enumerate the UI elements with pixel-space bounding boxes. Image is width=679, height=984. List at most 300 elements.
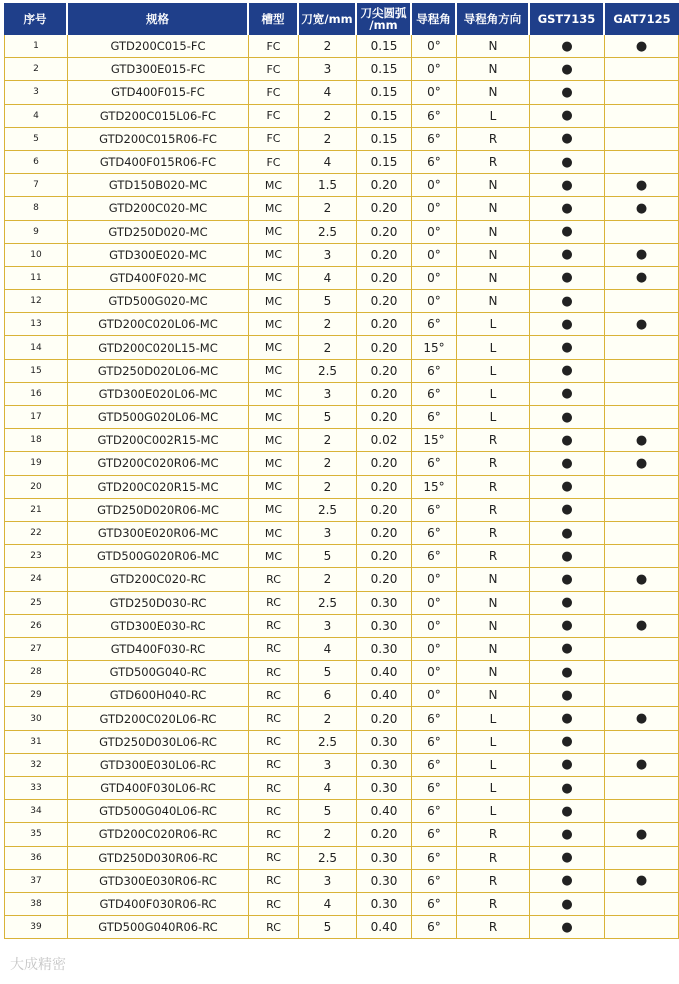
cell-gst7135: ● bbox=[530, 731, 605, 754]
table-row bbox=[4, 128, 679, 151]
cell-gat7125 bbox=[605, 221, 679, 244]
cell-groove: RC bbox=[249, 638, 299, 661]
cell-lead-angle: 15° bbox=[412, 476, 457, 499]
cell-lead-angle: 6° bbox=[412, 707, 457, 730]
cell-index: 22 bbox=[4, 522, 68, 545]
table-row bbox=[4, 870, 679, 893]
cell-model: GTD300E030L06-RC bbox=[68, 754, 249, 777]
header-radius: 刀尖圆弧 /mm bbox=[357, 3, 412, 35]
cell-groove: MC bbox=[249, 452, 299, 475]
cell-model: GTD250D020R06-MC bbox=[68, 499, 249, 522]
cell-radius: 0.20 bbox=[357, 360, 412, 383]
cell-gst7135: ● bbox=[530, 105, 605, 128]
cell-index: 19 bbox=[4, 452, 68, 475]
cell-groove: RC bbox=[249, 800, 299, 823]
cell-lead-direction: N bbox=[457, 81, 530, 104]
cell-gst7135: ● bbox=[530, 916, 605, 939]
table-row bbox=[4, 221, 679, 244]
cell-gst7135: ● bbox=[530, 81, 605, 104]
cell-gat7125: ● bbox=[605, 35, 679, 58]
cell-width: 3 bbox=[299, 615, 357, 638]
cell-gat7125 bbox=[605, 406, 679, 429]
cell-width: 5 bbox=[299, 916, 357, 939]
cell-lead-angle: 0° bbox=[412, 197, 457, 220]
cell-gat7125: ● bbox=[605, 452, 679, 475]
cell-gat7125: ● bbox=[605, 568, 679, 591]
cell-radius: 0.30 bbox=[357, 777, 412, 800]
cell-gat7125 bbox=[605, 336, 679, 359]
cell-groove: RC bbox=[249, 754, 299, 777]
cell-groove: RC bbox=[249, 731, 299, 754]
table-row bbox=[4, 754, 679, 777]
cell-lead-direction: R bbox=[457, 522, 530, 545]
cell-index: 36 bbox=[4, 847, 68, 870]
table-row bbox=[4, 81, 679, 104]
table-row bbox=[4, 800, 679, 823]
cell-model: GTD200C020R06-MC bbox=[68, 452, 249, 475]
cell-groove: RC bbox=[249, 684, 299, 707]
cell-lead-angle: 0° bbox=[412, 35, 457, 58]
cell-lead-angle: 6° bbox=[412, 777, 457, 800]
cell-lead-angle: 0° bbox=[412, 290, 457, 313]
cell-groove: MC bbox=[249, 522, 299, 545]
cell-width: 4 bbox=[299, 267, 357, 290]
cell-model: GTD200C015-FC bbox=[68, 35, 249, 58]
cell-gat7125 bbox=[605, 105, 679, 128]
cell-lead-direction: L bbox=[457, 777, 530, 800]
cell-radius: 0.20 bbox=[357, 290, 412, 313]
header-gst7135: GST7135 bbox=[530, 3, 605, 35]
table-row bbox=[4, 336, 679, 359]
cell-gat7125 bbox=[605, 638, 679, 661]
cell-gst7135: ● bbox=[530, 221, 605, 244]
cell-index: 15 bbox=[4, 360, 68, 383]
cell-width: 2.5 bbox=[299, 499, 357, 522]
cell-lead-direction: R bbox=[457, 429, 530, 452]
cell-lead-angle: 6° bbox=[412, 383, 457, 406]
cell-groove: MC bbox=[249, 221, 299, 244]
cell-lead-direction: L bbox=[457, 707, 530, 730]
cell-lead-direction: L bbox=[457, 313, 530, 336]
cell-width: 5 bbox=[299, 406, 357, 429]
cell-lead-angle: 6° bbox=[412, 128, 457, 151]
cell-groove: MC bbox=[249, 360, 299, 383]
cell-width: 2 bbox=[299, 823, 357, 846]
cell-lead-direction: L bbox=[457, 336, 530, 359]
cell-model: GTD250D020-MC bbox=[68, 221, 249, 244]
cell-model: GTD500G020L06-MC bbox=[68, 406, 249, 429]
cell-width: 4 bbox=[299, 893, 357, 916]
cell-model: GTD500G040L06-RC bbox=[68, 800, 249, 823]
cell-gst7135: ● bbox=[530, 499, 605, 522]
cell-gst7135: ● bbox=[530, 452, 605, 475]
header-gat7125: GAT7125 bbox=[605, 3, 679, 35]
cell-gst7135: ● bbox=[530, 336, 605, 359]
cell-index: 13 bbox=[4, 313, 68, 336]
cell-gst7135: ● bbox=[530, 754, 605, 777]
cell-groove: MC bbox=[249, 290, 299, 313]
cell-gat7125 bbox=[605, 731, 679, 754]
cell-index: 31 bbox=[4, 731, 68, 754]
cell-gst7135: ● bbox=[530, 800, 605, 823]
cell-groove: MC bbox=[249, 499, 299, 522]
cell-gat7125 bbox=[605, 522, 679, 545]
cell-radius: 0.20 bbox=[357, 476, 412, 499]
cell-width: 2.5 bbox=[299, 221, 357, 244]
cell-model: GTD200C020R15-MC bbox=[68, 476, 249, 499]
cell-radius: 0.15 bbox=[357, 35, 412, 58]
cell-gst7135: ● bbox=[530, 777, 605, 800]
table-row bbox=[4, 406, 679, 429]
cell-gat7125 bbox=[605, 684, 679, 707]
cell-model: GTD250D030R06-RC bbox=[68, 847, 249, 870]
cell-lead-direction: R bbox=[457, 870, 530, 893]
cell-radius: 0.30 bbox=[357, 615, 412, 638]
cell-gst7135: ● bbox=[530, 35, 605, 58]
table-row bbox=[4, 360, 679, 383]
cell-width: 2 bbox=[299, 336, 357, 359]
cell-lead-angle: 0° bbox=[412, 244, 457, 267]
cell-width: 4 bbox=[299, 151, 357, 174]
cell-index: 34 bbox=[4, 800, 68, 823]
cell-width: 5 bbox=[299, 290, 357, 313]
cell-index: 9 bbox=[4, 221, 68, 244]
cell-lead-direction: N bbox=[457, 174, 530, 197]
table-row bbox=[4, 545, 679, 568]
cell-lead-angle: 15° bbox=[412, 429, 457, 452]
cell-model: GTD300E020L06-MC bbox=[68, 383, 249, 406]
cell-radius: 0.20 bbox=[357, 406, 412, 429]
cell-index: 23 bbox=[4, 545, 68, 568]
cell-model: GTD200C015R06-FC bbox=[68, 128, 249, 151]
table-row bbox=[4, 313, 679, 336]
cell-model: GTD200C020L06-RC bbox=[68, 707, 249, 730]
cell-groove: MC bbox=[249, 383, 299, 406]
cell-model: GTD300E020R06-MC bbox=[68, 522, 249, 545]
cell-width: 1.5 bbox=[299, 174, 357, 197]
cell-gst7135: ● bbox=[530, 429, 605, 452]
cell-lead-angle: 6° bbox=[412, 916, 457, 939]
table-row bbox=[4, 847, 679, 870]
cell-radius: 0.15 bbox=[357, 151, 412, 174]
cell-model: GTD200C020L06-MC bbox=[68, 313, 249, 336]
cell-groove: MC bbox=[249, 336, 299, 359]
cell-groove: MC bbox=[249, 545, 299, 568]
cell-lead-direction: R bbox=[457, 916, 530, 939]
cell-groove: MC bbox=[249, 174, 299, 197]
cell-gat7125: ● bbox=[605, 754, 679, 777]
cell-model: GTD500G020R06-MC bbox=[68, 545, 249, 568]
table-row bbox=[4, 707, 679, 730]
cell-lead-direction: L bbox=[457, 360, 530, 383]
cell-width: 2.5 bbox=[299, 360, 357, 383]
cell-radius: 0.20 bbox=[357, 244, 412, 267]
cell-width: 4 bbox=[299, 81, 357, 104]
cell-gst7135: ● bbox=[530, 522, 605, 545]
cell-width: 3 bbox=[299, 383, 357, 406]
cell-model: GTD200C020R06-RC bbox=[68, 823, 249, 846]
cell-radius: 0.20 bbox=[357, 383, 412, 406]
cell-index: 37 bbox=[4, 870, 68, 893]
cell-lead-angle: 0° bbox=[412, 684, 457, 707]
cell-lead-direction: R bbox=[457, 847, 530, 870]
cell-width: 2.5 bbox=[299, 592, 357, 615]
cell-radius: 0.15 bbox=[357, 105, 412, 128]
cell-lead-direction: L bbox=[457, 754, 530, 777]
table-row bbox=[4, 267, 679, 290]
cell-width: 3 bbox=[299, 870, 357, 893]
cell-radius: 0.20 bbox=[357, 267, 412, 290]
table-row bbox=[4, 499, 679, 522]
cell-width: 5 bbox=[299, 545, 357, 568]
cell-lead-direction: L bbox=[457, 800, 530, 823]
header-lead-direction: 导程角方向 bbox=[457, 3, 530, 35]
table-row bbox=[4, 615, 679, 638]
cell-index: 7 bbox=[4, 174, 68, 197]
cell-gst7135: ● bbox=[530, 313, 605, 336]
header-row bbox=[4, 3, 679, 35]
cell-lead-angle: 0° bbox=[412, 568, 457, 591]
cell-groove: FC bbox=[249, 151, 299, 174]
cell-radius: 0.20 bbox=[357, 499, 412, 522]
cell-groove: MC bbox=[249, 267, 299, 290]
cell-model: GTD200C015L06-FC bbox=[68, 105, 249, 128]
table-row bbox=[4, 568, 679, 591]
cell-groove: FC bbox=[249, 35, 299, 58]
cell-model: GTD300E030-RC bbox=[68, 615, 249, 638]
cell-gat7125 bbox=[605, 128, 679, 151]
cell-width: 2 bbox=[299, 476, 357, 499]
cell-gat7125 bbox=[605, 800, 679, 823]
cell-radius: 0.30 bbox=[357, 592, 412, 615]
cell-width: 2 bbox=[299, 197, 357, 220]
cell-gst7135: ● bbox=[530, 568, 605, 591]
cell-model: GTD600H040-RC bbox=[68, 684, 249, 707]
cell-lead-angle: 6° bbox=[412, 800, 457, 823]
cell-gst7135: ● bbox=[530, 661, 605, 684]
cell-radius: 0.20 bbox=[357, 823, 412, 846]
cell-width: 2.5 bbox=[299, 847, 357, 870]
cell-groove: MC bbox=[249, 313, 299, 336]
cell-index: 28 bbox=[4, 661, 68, 684]
cell-radius: 0.15 bbox=[357, 58, 412, 81]
cell-gat7125: ● bbox=[605, 174, 679, 197]
cell-gst7135: ● bbox=[530, 197, 605, 220]
cell-model: GTD400F030R06-RC bbox=[68, 893, 249, 916]
cell-index: 14 bbox=[4, 336, 68, 359]
cell-index: 35 bbox=[4, 823, 68, 846]
cell-index: 24 bbox=[4, 568, 68, 591]
cell-groove: FC bbox=[249, 81, 299, 104]
cell-lead-direction: N bbox=[457, 638, 530, 661]
cell-model: GTD200C020-MC bbox=[68, 197, 249, 220]
cell-lead-angle: 6° bbox=[412, 893, 457, 916]
cell-gst7135: ● bbox=[530, 151, 605, 174]
cell-groove: FC bbox=[249, 105, 299, 128]
cell-width: 2 bbox=[299, 35, 357, 58]
cell-radius: 0.15 bbox=[357, 128, 412, 151]
cell-lead-angle: 0° bbox=[412, 221, 457, 244]
cell-gat7125: ● bbox=[605, 870, 679, 893]
table-row bbox=[4, 197, 679, 220]
cell-width: 2 bbox=[299, 313, 357, 336]
table-row bbox=[4, 893, 679, 916]
cell-lead-direction: L bbox=[457, 731, 530, 754]
cell-index: 11 bbox=[4, 267, 68, 290]
cell-index: 32 bbox=[4, 754, 68, 777]
cell-index: 5 bbox=[4, 128, 68, 151]
cell-gst7135: ● bbox=[530, 360, 605, 383]
cell-lead-angle: 6° bbox=[412, 754, 457, 777]
cell-model: GTD250D020L06-MC bbox=[68, 360, 249, 383]
cell-lead-angle: 0° bbox=[412, 58, 457, 81]
cell-radius: 0.20 bbox=[357, 174, 412, 197]
cell-width: 3 bbox=[299, 244, 357, 267]
cell-gat7125 bbox=[605, 151, 679, 174]
cell-gat7125: ● bbox=[605, 197, 679, 220]
cell-gst7135: ● bbox=[530, 128, 605, 151]
cell-groove: MC bbox=[249, 406, 299, 429]
cell-groove: RC bbox=[249, 568, 299, 591]
cell-index: 27 bbox=[4, 638, 68, 661]
cell-index: 38 bbox=[4, 893, 68, 916]
cell-gst7135: ● bbox=[530, 545, 605, 568]
cell-width: 2 bbox=[299, 105, 357, 128]
cell-model: GTD500G020-MC bbox=[68, 290, 249, 313]
cell-index: 1 bbox=[4, 35, 68, 58]
cell-model: GTD200C020L15-MC bbox=[68, 336, 249, 359]
cell-gst7135: ● bbox=[530, 870, 605, 893]
cell-gst7135: ● bbox=[530, 244, 605, 267]
cell-groove: MC bbox=[249, 197, 299, 220]
table-row bbox=[4, 151, 679, 174]
cell-gat7125 bbox=[605, 661, 679, 684]
cell-gst7135: ● bbox=[530, 638, 605, 661]
cell-lead-direction: L bbox=[457, 383, 530, 406]
cell-width: 2 bbox=[299, 429, 357, 452]
watermark: 大成精密 bbox=[10, 957, 66, 973]
cell-index: 20 bbox=[4, 476, 68, 499]
table-row bbox=[4, 661, 679, 684]
cell-radius: 0.30 bbox=[357, 731, 412, 754]
cell-radius: 0.30 bbox=[357, 754, 412, 777]
cell-width: 5 bbox=[299, 800, 357, 823]
cell-gat7125 bbox=[605, 916, 679, 939]
cell-radius: 0.30 bbox=[357, 893, 412, 916]
cell-index: 33 bbox=[4, 777, 68, 800]
cell-index: 17 bbox=[4, 406, 68, 429]
cell-lead-direction: N bbox=[457, 35, 530, 58]
cell-gst7135: ● bbox=[530, 615, 605, 638]
cell-radius: 0.30 bbox=[357, 638, 412, 661]
cell-lead-direction: N bbox=[457, 244, 530, 267]
cell-gat7125: ● bbox=[605, 429, 679, 452]
cell-width: 3 bbox=[299, 522, 357, 545]
cell-gst7135: ● bbox=[530, 592, 605, 615]
cell-gat7125 bbox=[605, 893, 679, 916]
table-row bbox=[4, 823, 679, 846]
cell-lead-angle: 6° bbox=[412, 522, 457, 545]
table-row bbox=[4, 684, 679, 707]
cell-gst7135: ● bbox=[530, 290, 605, 313]
cell-lead-direction: R bbox=[457, 545, 530, 568]
cell-groove: RC bbox=[249, 847, 299, 870]
cell-lead-angle: 0° bbox=[412, 615, 457, 638]
cell-lead-direction: L bbox=[457, 406, 530, 429]
table-row bbox=[4, 290, 679, 313]
cell-lead-direction: R bbox=[457, 823, 530, 846]
cell-index: 4 bbox=[4, 105, 68, 128]
cell-index: 6 bbox=[4, 151, 68, 174]
table-row bbox=[4, 174, 679, 197]
cell-lead-angle: 6° bbox=[412, 313, 457, 336]
cell-groove: RC bbox=[249, 615, 299, 638]
cell-radius: 0.40 bbox=[357, 916, 412, 939]
cell-width: 2 bbox=[299, 568, 357, 591]
cell-lead-direction: N bbox=[457, 615, 530, 638]
table-row bbox=[4, 476, 679, 499]
cell-model: GTD200C020-RC bbox=[68, 568, 249, 591]
cell-lead-angle: 6° bbox=[412, 499, 457, 522]
table-row bbox=[4, 383, 679, 406]
cell-model: GTD300E020-MC bbox=[68, 244, 249, 267]
cell-gst7135: ● bbox=[530, 707, 605, 730]
cell-gst7135: ● bbox=[530, 267, 605, 290]
cell-radius: 0.20 bbox=[357, 197, 412, 220]
cell-width: 2 bbox=[299, 452, 357, 475]
cell-radius: 0.30 bbox=[357, 847, 412, 870]
cell-width: 6 bbox=[299, 684, 357, 707]
table-row bbox=[4, 522, 679, 545]
cell-groove: MC bbox=[249, 429, 299, 452]
cell-lead-direction: N bbox=[457, 221, 530, 244]
cell-radius: 0.20 bbox=[357, 452, 412, 475]
cell-gst7135: ● bbox=[530, 847, 605, 870]
cell-radius: 0.30 bbox=[357, 870, 412, 893]
cell-index: 8 bbox=[4, 197, 68, 220]
cell-lead-angle: 6° bbox=[412, 731, 457, 754]
cell-lead-direction: R bbox=[457, 476, 530, 499]
cell-width: 2.5 bbox=[299, 731, 357, 754]
cell-lead-angle: 0° bbox=[412, 267, 457, 290]
cell-model: GTD250D030-RC bbox=[68, 592, 249, 615]
cell-lead-direction: N bbox=[457, 684, 530, 707]
cell-groove: RC bbox=[249, 870, 299, 893]
cell-index: 25 bbox=[4, 592, 68, 615]
cell-gat7125 bbox=[605, 360, 679, 383]
cell-lead-angle: 6° bbox=[412, 151, 457, 174]
cell-lead-angle: 6° bbox=[412, 545, 457, 568]
cell-index: 39 bbox=[4, 916, 68, 939]
header-model: 规格 bbox=[68, 3, 249, 35]
header-groove: 槽型 bbox=[249, 3, 299, 35]
cell-index: 16 bbox=[4, 383, 68, 406]
table-row bbox=[4, 731, 679, 754]
cell-groove: RC bbox=[249, 823, 299, 846]
cell-lead-angle: 0° bbox=[412, 81, 457, 104]
cell-gat7125 bbox=[605, 81, 679, 104]
cell-gst7135: ● bbox=[530, 823, 605, 846]
cell-gat7125 bbox=[605, 847, 679, 870]
cell-radius: 0.40 bbox=[357, 800, 412, 823]
cell-radius: 0.02 bbox=[357, 429, 412, 452]
cell-groove: RC bbox=[249, 592, 299, 615]
cell-model: GTD200C002R15-MC bbox=[68, 429, 249, 452]
cell-lead-direction: N bbox=[457, 661, 530, 684]
cell-radius: 0.20 bbox=[357, 522, 412, 545]
spec-table bbox=[4, 3, 679, 939]
cell-index: 21 bbox=[4, 499, 68, 522]
